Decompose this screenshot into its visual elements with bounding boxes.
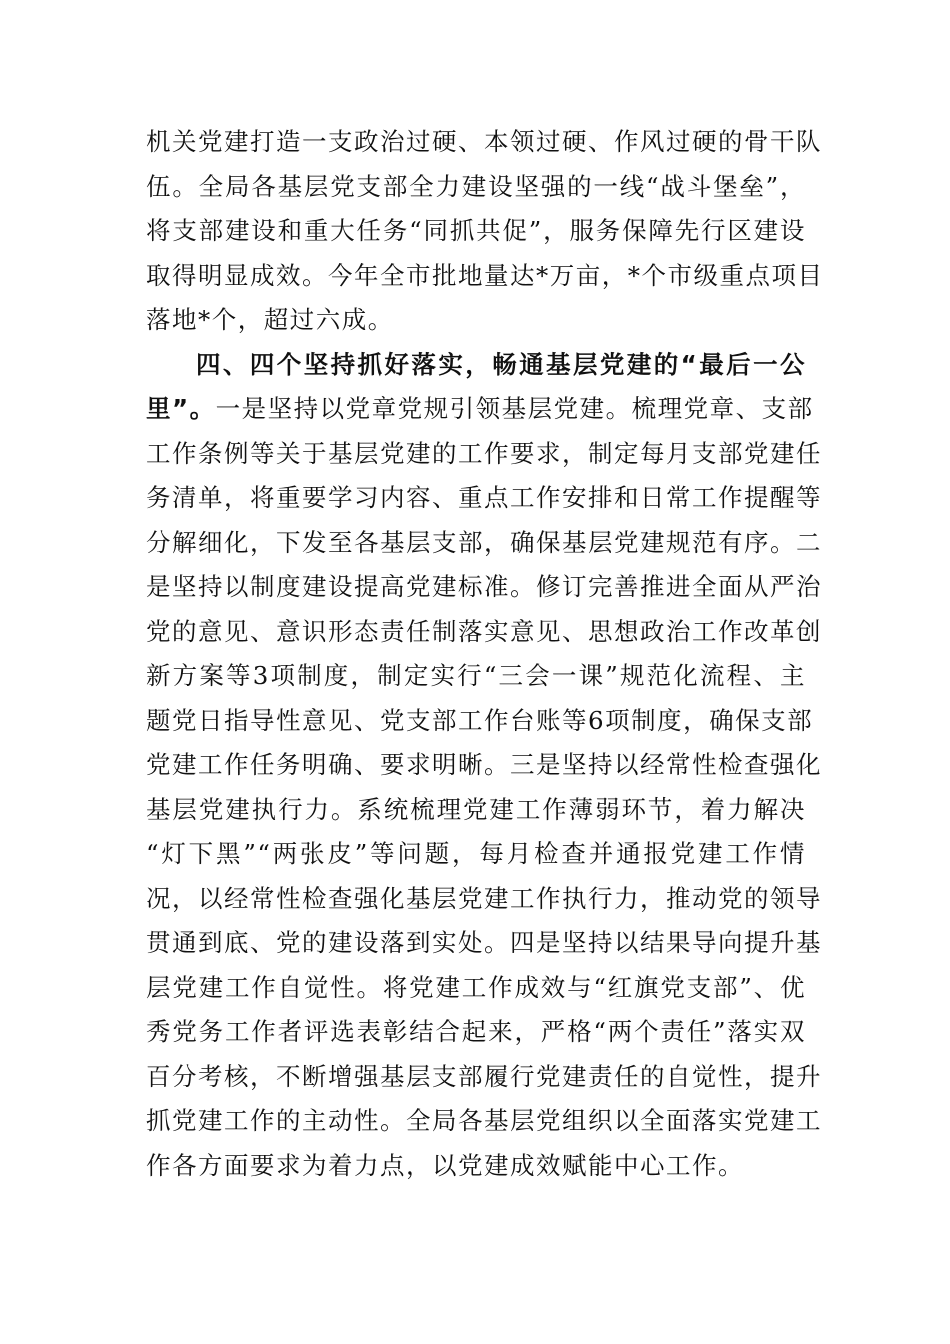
paragraph-line: 贯通到底、党的建设落到实处。四是坚持以结果导向提升基 [146,928,822,957]
paragraph-line: 新方案等3项制度，制定实行“三会一课”规范化流程、主 [146,661,806,690]
paragraph-line: “灯下黑”“两张皮”等问题，每月检查并通报党建工作情 [146,839,806,868]
paragraph-line: 是坚持以制度建设提高党建标准。修订完善推进全面从严治 [146,572,822,601]
paragraph-2 [146,343,822,1189]
paragraph-line: 层党建工作自觉性。将党建工作成效与“红旗党支部”、优 [146,972,806,1002]
paragraph-line: 落地*个，超过六成。 [146,305,394,334]
paragraph-line: 况，以经常性检查强化基层党建工作执行力，推动党的领导 [146,883,822,913]
paragraph-line: 作各方面要求为着力点，以党建成效赋能中心工作。 [146,1150,744,1180]
document-body [146,120,824,1188]
paragraph-line: 务清单，将重要学习内容、重点工作安排和日常工作提醒等 [146,483,822,512]
section-heading-end: 里”。 [146,394,216,423]
paragraph-line: 题党日指导性意见、党支部工作台账等6项制度，确保支部 [146,705,814,735]
paragraph-line: 百分考核，不断增强基层支部履行党建责任的自觉性，提升 [146,1061,822,1091]
paragraph-line: 抓党建工作的主动性。全局各基层党组织以全面落实党建工 [146,1106,822,1135]
paragraph-line: 基层党建执行力。系统梳理党建工作薄弱环节，着力解决 [146,794,806,824]
section-heading-line: 四、四个坚持抓好落实，畅通基层党建的“最后一公 [196,349,806,379]
paragraph-text: 一是坚持以党章党规引领基层党建。梳理党章、支部 [215,394,814,423]
paragraph-line: 工作条例等关于基层党建的工作要求，制定每月支部党建任 [146,438,822,468]
paragraph-line: 分解细化，下发至各基层支部，确保基层党建规范有序。二 [146,527,822,557]
paragraph-line: 伍。全局各基层党支部全力建设坚强的一线“战斗堡垒”， [146,171,806,201]
paragraph-line: 机关党建打造一支政治过硬、本领过硬、作风过硬的骨干队 [146,127,822,156]
paragraph-line: 秀党务工作者评选表彰结合起来，严格“两个责任”落实双 [146,1017,806,1046]
paragraph-1 [146,120,824,343]
section-heading-continuation [146,387,814,432]
paragraph-line: 取得明显成效。今年全市批地量达*万亩，*个市级重点项目 [146,260,824,290]
paragraph-line: 将支部建设和重大任务“同抓共促”，服务保障先行区建设 [146,216,806,245]
paragraph-line: 党建工作任务明确、要求明晰。三是坚持以经常性检查强化 [146,750,822,779]
paragraph-line: 党的意见、意识形态责任制落实意见、思想政治工作改革创 [146,616,822,646]
